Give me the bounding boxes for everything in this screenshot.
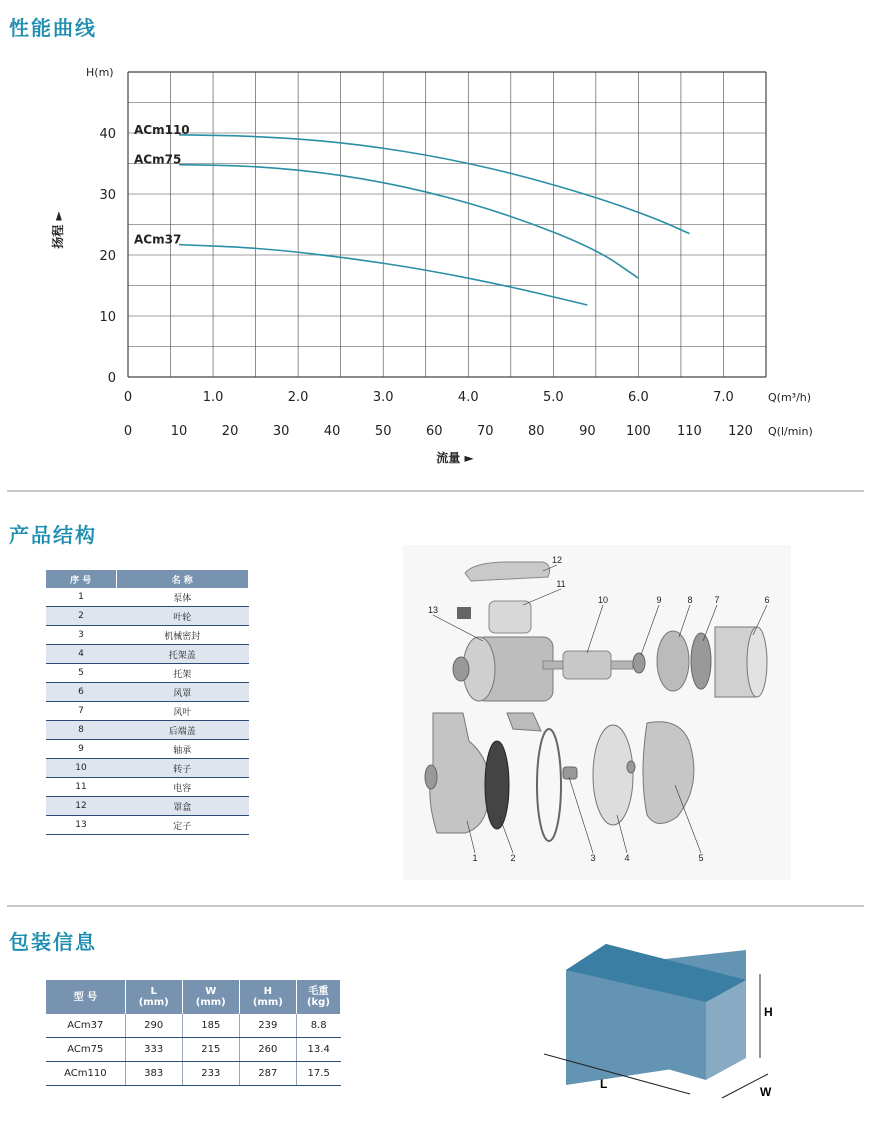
column-header: W (mm): [182, 980, 239, 1014]
part-washer: [627, 761, 635, 773]
part-callout-label: 12: [551, 555, 563, 565]
x2-tick-label: 80: [528, 424, 545, 439]
part-inlet: [425, 765, 437, 789]
part-number: 2: [46, 607, 116, 626]
table-row: [46, 626, 249, 645]
exploded-view-diagram: [403, 545, 791, 880]
packaging-table: [46, 980, 341, 1086]
table-row: [46, 683, 249, 702]
part-mechanical-seal: [563, 767, 577, 779]
part-name: 叶轮: [116, 607, 249, 626]
x-tick-label: 0: [123, 390, 133, 405]
part-bearing: [633, 653, 645, 673]
part-number: 7: [46, 702, 116, 721]
series-label-acm75: ACm75: [134, 152, 182, 167]
x-tick-label: 5.0: [542, 390, 564, 405]
parts-table: [46, 570, 249, 835]
table-row: [46, 1038, 341, 1062]
column-header: 型 号: [46, 980, 125, 1014]
part-callout-label: 1: [472, 853, 478, 863]
part-callout-label: 11: [556, 579, 566, 589]
part-name: 泵体: [116, 588, 249, 607]
box-label-w: W: [760, 1085, 772, 1099]
x-tick-label: 4.0: [457, 390, 479, 405]
part-name: 轴承: [116, 740, 249, 759]
y-axis-title: 扬程 ►: [51, 211, 65, 249]
part-fan-cover-face: [747, 627, 767, 697]
column-header: 名 称: [116, 570, 249, 588]
y-tick-label: 40: [99, 127, 116, 142]
part-name: 风叶: [116, 702, 249, 721]
table-cell: 239: [239, 1014, 296, 1038]
x-tick-label: 7.0: [713, 390, 734, 405]
part-callout-label: 9: [656, 595, 662, 605]
table-row: [46, 607, 249, 626]
x2-tick-label: 100: [625, 424, 651, 439]
table-cell: 8.8: [296, 1014, 340, 1038]
table-cell: 13.4: [296, 1038, 340, 1062]
table-cell: ACm110: [46, 1062, 125, 1086]
part-callout-label: 8: [687, 595, 693, 605]
part-number: 1: [46, 588, 116, 607]
x-tick-label: 2.0: [287, 390, 309, 405]
x-axis-title: 流量 ►: [436, 451, 474, 465]
divider: [7, 905, 864, 907]
part-callout-label: 10: [597, 595, 609, 605]
part-name: 电容: [116, 778, 249, 797]
part-small-block: [457, 607, 471, 619]
column-header: 序 号: [46, 570, 116, 588]
table-row: [46, 588, 249, 607]
part-number: 5: [46, 664, 116, 683]
part-callout-label: 5: [698, 853, 704, 863]
part-number: 10: [46, 759, 116, 778]
x2-tick-label: 50: [374, 424, 392, 439]
table-row: [46, 721, 249, 740]
part-number: 6: [46, 683, 116, 702]
table-cell: 185: [182, 1014, 239, 1038]
series-label-acm110: ACm110: [134, 122, 190, 137]
table-cell: ACm75: [46, 1038, 125, 1062]
table-row: [46, 702, 249, 721]
section-title-structure: 产品结构: [9, 523, 97, 547]
part-callout-label: 13: [427, 605, 439, 615]
y-tick-label: 0: [107, 371, 116, 386]
x2-tick-label: 40: [323, 424, 341, 439]
part-bracket-cover: [593, 725, 633, 825]
table-cell: 260: [239, 1038, 296, 1062]
series-label-acm37: ACm37: [134, 232, 182, 247]
x-tick-label: 1.0: [202, 390, 224, 405]
table-cell: 290: [125, 1014, 182, 1038]
part-callout-label: 2: [510, 853, 516, 863]
table-row: [46, 759, 249, 778]
package-box-diagram: [520, 940, 780, 1120]
part-number: 11: [46, 778, 116, 797]
part-end-cover: [657, 631, 689, 691]
column-header: 毛重 (kg): [296, 980, 340, 1014]
x-tick-label: 6.0: [628, 390, 649, 405]
table-row: [46, 797, 249, 816]
x2-tick-label: 0: [123, 424, 133, 439]
section-title-performance: 性能曲线: [9, 16, 97, 40]
part-impeller: [485, 741, 509, 829]
part-rotor: [563, 651, 611, 679]
table-row: [46, 816, 249, 835]
part-callout-label: 6: [764, 595, 770, 605]
part-capacitor: [489, 601, 531, 633]
table-row: [46, 778, 249, 797]
table-row: [46, 645, 249, 664]
x2-tick-label: 20: [221, 424, 239, 439]
part-name: 定子: [116, 816, 249, 835]
y-tick-label: 10: [99, 310, 116, 325]
x2-tick-label: 30: [272, 424, 290, 439]
x2-tick-label: 120: [728, 424, 753, 439]
x-tick-label: 3.0: [372, 390, 394, 405]
table-row: [46, 664, 249, 683]
table-cell: ACm37: [46, 1014, 125, 1038]
x2-unit-label: Q(l/min): [768, 425, 813, 438]
table-cell: 215: [182, 1038, 239, 1062]
part-number: 3: [46, 626, 116, 645]
x2-tick-label: 110: [677, 424, 702, 439]
part-callout-label: 4: [624, 853, 630, 863]
y-tick-label: 20: [99, 249, 116, 264]
table-cell: 233: [182, 1062, 239, 1086]
box-label-l: L: [600, 1077, 608, 1091]
x2-tick-label: 70: [477, 424, 494, 439]
table-row: [46, 740, 249, 759]
part-name: 托架盖: [116, 645, 249, 664]
part-name: 风罩: [116, 683, 249, 702]
table-row: [46, 1062, 341, 1086]
part-ring: [453, 657, 469, 681]
part-callout-label: 3: [590, 853, 596, 863]
part-callout-label: 7: [714, 595, 720, 605]
performance-chart: [0, 40, 870, 480]
part-name: 机械密封: [116, 626, 249, 645]
x2-tick-label: 10: [170, 424, 188, 439]
part-number: 8: [46, 721, 116, 740]
y-tick-label: 30: [99, 188, 116, 203]
part-number: 4: [46, 645, 116, 664]
table-cell: 287: [239, 1062, 296, 1086]
x2-tick-label: 90: [579, 424, 596, 439]
part-name: 转子: [116, 759, 249, 778]
series-line-acm75: [179, 165, 638, 278]
column-header: H (mm): [239, 980, 296, 1014]
y-unit-label: H(m): [86, 66, 114, 79]
x-unit-label: Q(m³/h): [768, 391, 812, 404]
table-cell: 333: [125, 1038, 182, 1062]
table-row: [46, 1014, 341, 1038]
part-number: 13: [46, 816, 116, 835]
x2-tick-label: 60: [425, 424, 443, 439]
column-header: L (mm): [125, 980, 182, 1014]
part-name: 后端盖: [116, 721, 249, 740]
part-fan: [691, 633, 711, 689]
part-name: 托架: [116, 664, 249, 683]
table-cell: 383: [125, 1062, 182, 1086]
part-name: 罩盒: [116, 797, 249, 816]
box-label-h: H: [764, 1005, 773, 1019]
section-title-packaging: 包装信息: [9, 930, 97, 954]
divider: [7, 490, 864, 492]
table-cell: 17.5: [296, 1062, 340, 1086]
part-number: 12: [46, 797, 116, 816]
part-number: 9: [46, 740, 116, 759]
